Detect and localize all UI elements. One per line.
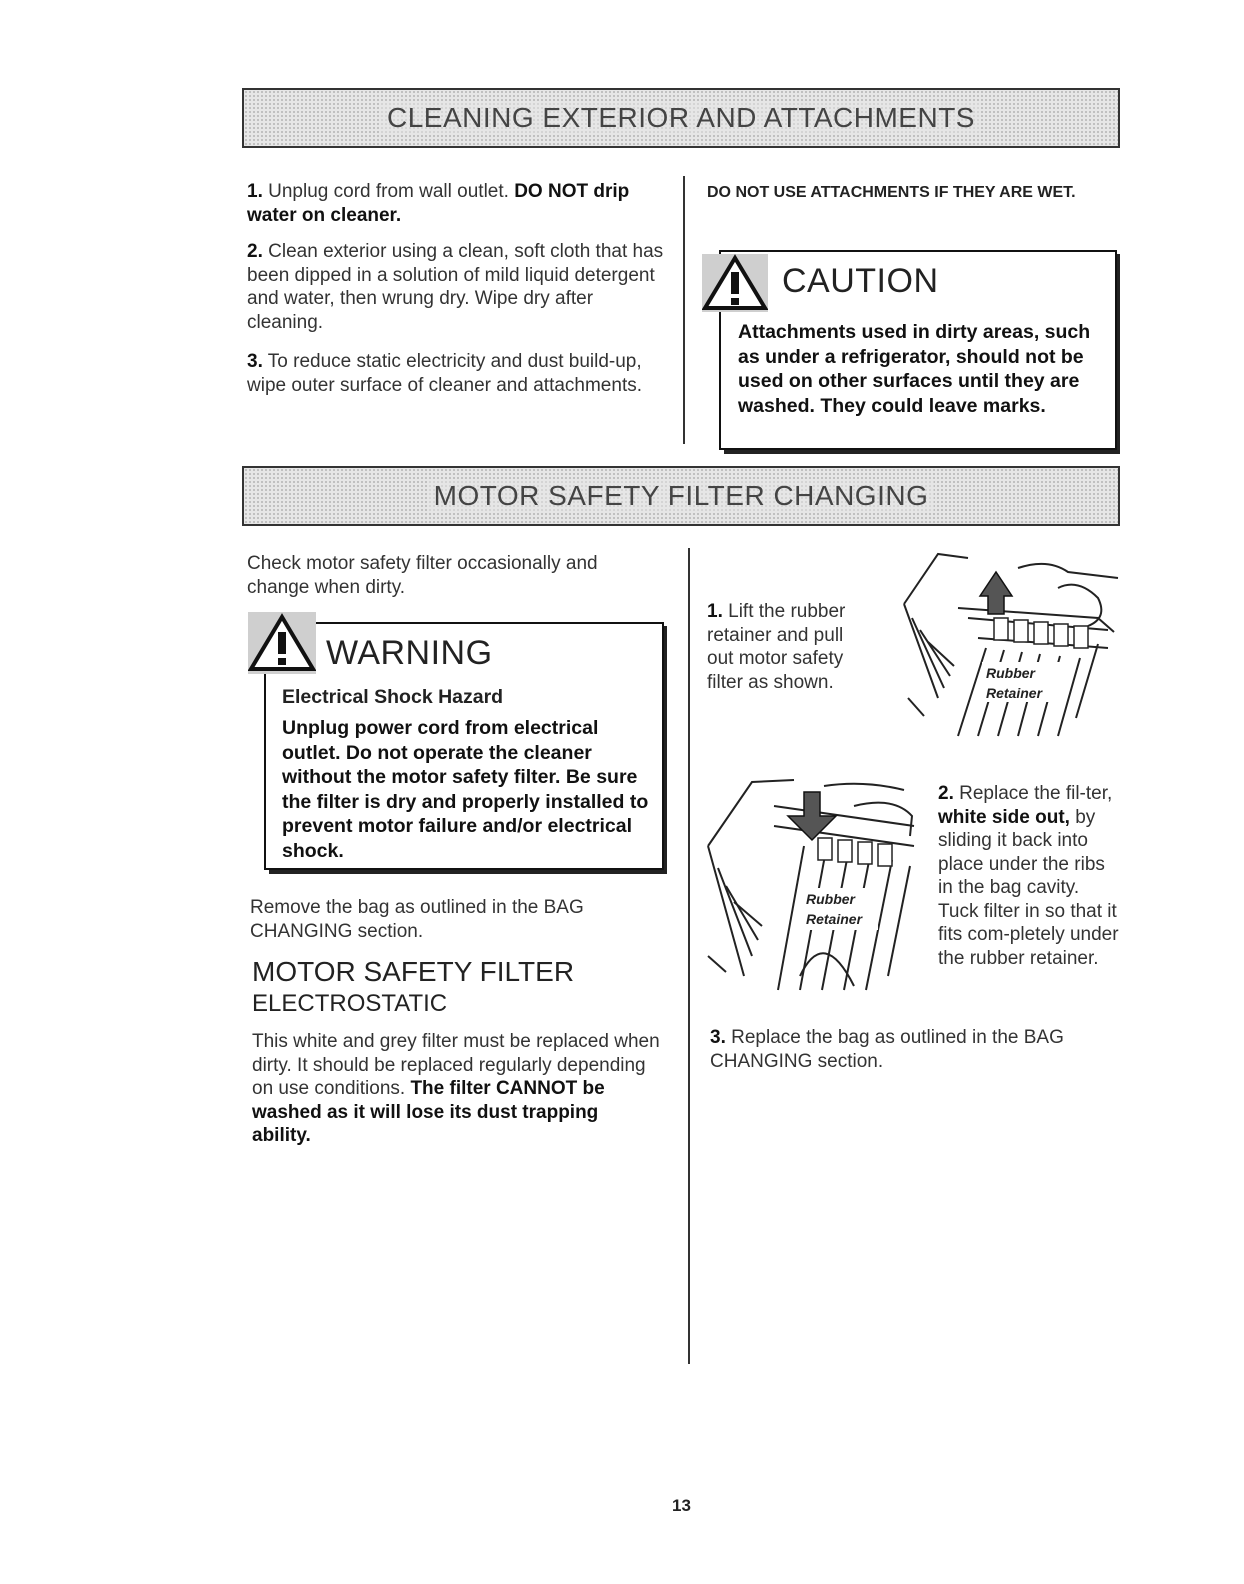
step-number: 3. bbox=[710, 1027, 726, 1048]
step-2 bbox=[247, 240, 667, 334]
step-1 bbox=[247, 180, 667, 227]
attachments-notice: DO NOT USE ATTACHMENTS IF THEY ARE WET. bbox=[707, 184, 1076, 201]
figure-label-retainer: Retainer bbox=[986, 685, 1043, 701]
section-banner-motor-filter bbox=[242, 466, 1120, 526]
step-text: To reduce static electricity and dust build-up, wipe outer surface of cleaner and attachments. bbox=[247, 351, 643, 396]
step-bold-text: white side out, bbox=[938, 806, 1070, 828]
step-3 bbox=[247, 350, 667, 397]
step-text: Clean exterior using a clean, soft cloth that has been dipped in a solution of mild liquid detergent and water, then wrung dry. Wipe dry after cleaning. bbox=[247, 241, 664, 333]
page-number: 13 bbox=[672, 1496, 691, 1515]
step-text: Unplug cord from wall outlet. bbox=[268, 181, 509, 202]
step-number: 1. bbox=[247, 181, 263, 202]
step-text: Replace the fil-ter, bbox=[959, 783, 1113, 804]
step-text: Replace the bag as outlined in the BAG CHANGING section. bbox=[710, 1027, 1064, 1072]
step-number: 1. bbox=[707, 601, 723, 622]
filter-subheading-2: ELECTROSTATIC bbox=[252, 990, 448, 1017]
column-divider bbox=[688, 548, 690, 1364]
filter-description bbox=[252, 1030, 662, 1148]
step-bold-text: DO NOT drip water on cleaner. bbox=[247, 181, 630, 226]
step-text: by sliding it back into place under the ribs in the bag cavity. Tuck filter in so that it fits com-pletely under the rubber retainer. bbox=[938, 806, 1119, 969]
warning-triangle-icon bbox=[702, 254, 768, 317]
step-number: 2. bbox=[247, 241, 263, 262]
figure-label-retainer: Retainer bbox=[806, 911, 863, 927]
warning-body: Unplug power cord from electrical outlet. Do not operate the cleaner without the motor safety filter. Be sure the filter is dry and properly installed to prevent motor failure and/or electrical shock. bbox=[282, 717, 649, 862]
intro-text: Check motor safety filter occasionally and change when dirty. bbox=[247, 553, 598, 598]
filter-step-2 bbox=[938, 782, 1124, 970]
section-title: CLEANING EXTERIOR AND ATTACHMENTS bbox=[381, 102, 981, 134]
filter-subheading-1: MOTOR SAFETY FILTER bbox=[252, 956, 575, 987]
step-number: 3. bbox=[247, 351, 263, 372]
step-text: Lift the rubber retainer and pull out motor safety filter as shown. bbox=[707, 601, 846, 693]
filter-removal-illustration bbox=[898, 548, 1130, 743]
warning-title: WARNING bbox=[326, 634, 493, 672]
section-title: MOTOR SAFETY FILTER CHANGING bbox=[428, 480, 935, 512]
filter-replacement-illustration bbox=[704, 776, 918, 1001]
caution-body: Attachments used in dirty areas, such as under a refrigerator, should not be used on other surfaces until they are washed. They could leave marks. bbox=[738, 321, 1091, 417]
filter-step-3 bbox=[710, 1026, 1120, 1073]
filter-step-1 bbox=[707, 600, 867, 694]
remove-bag-text: Remove the bag as outlined in the BAG CHANGING section. bbox=[250, 897, 584, 942]
warning-triangle-icon bbox=[248, 612, 316, 679]
column-divider bbox=[683, 176, 685, 444]
filter-bold-text: The filter CANNOT be washed as it will lose its dust trapping ability. bbox=[252, 1078, 605, 1146]
section-banner-cleaning bbox=[242, 88, 1120, 148]
warning-subtitle: Electrical Shock Hazard bbox=[282, 686, 504, 708]
caution-title: CAUTION bbox=[782, 262, 939, 300]
step-number: 2. bbox=[938, 783, 954, 804]
figure-label-rubber: Rubber bbox=[806, 891, 855, 907]
figure-label-rubber: Rubber bbox=[986, 665, 1035, 681]
filter-text: This white and grey filter must be replaced when dirty. It should be replaced regularly depending on use conditions. bbox=[252, 1031, 660, 1099]
